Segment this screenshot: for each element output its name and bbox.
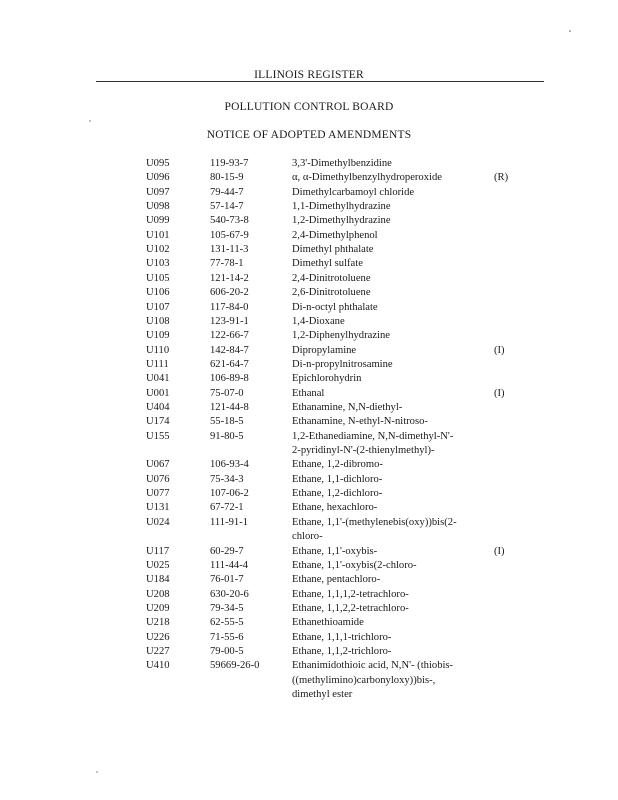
chemical-name: Ethanamine, N,N-diethyl-: [292, 401, 403, 413]
chemical-name: Ethane, 1,1'-(methylenebis(oxy))bis(2-: [292, 516, 457, 528]
chemical-name: 3,3'-Dimethylbenzidine: [292, 158, 392, 169]
chemical-name: chloro-: [292, 531, 323, 543]
cas-number: 111-91-1: [210, 516, 249, 528]
chemical-name: Ethane, 1,1,2-trichloro-: [292, 645, 392, 657]
cas-number: 106-89-8: [210, 373, 249, 385]
cas-number: 67-72-1: [210, 502, 244, 514]
waste-code: U227: [146, 645, 170, 657]
chemical-name: Ethane, 1,2-dibromo-: [292, 459, 383, 471]
cas-number: 540-73-8: [210, 215, 249, 227]
waste-code: U410: [146, 660, 170, 672]
chemical-name: Ethane, 1,1,1,2-tetrachloro-: [292, 588, 409, 600]
cas-number: 105-67-9: [210, 229, 249, 241]
chemical-name: 2-pyridinyl-N'-(2-thienylmethyl)-: [292, 445, 435, 456]
chemical-name: Dimethylcarbamoyl chloride: [292, 186, 415, 198]
cas-number: 75-34-3: [210, 473, 244, 485]
chemical-name: Ethane, 1,1'-oxybis-: [292, 545, 378, 557]
speck: [96, 771, 97, 772]
cas-number: 131-11-3: [210, 244, 249, 256]
waste-code: U077: [146, 488, 170, 500]
cas-number: 76-01-7: [210, 574, 244, 586]
chemical-name: Ethane, hexachloro-: [292, 502, 378, 514]
waste-code: U226: [146, 631, 170, 643]
cas-number: 119-93-7: [210, 158, 249, 169]
cas-number: 71-55-6: [210, 631, 244, 643]
notice-title: NOTICE OF ADOPTED AMENDMENTS: [206, 129, 412, 141]
chemical-name: 2,6-Dinitrotoluene: [292, 287, 371, 299]
hazard-flag: (I): [494, 545, 505, 557]
hazard-flag: (I): [494, 344, 505, 356]
chemical-name: Ethane, 1,1-dichloro-: [292, 473, 383, 485]
chemical-name: Ethane, 1,1,1-trichloro-: [292, 631, 392, 643]
chemical-name: α, α-Dimethylbenzylhydroperoxide: [292, 172, 442, 184]
chemical-name: Di-n-octyl phthalate: [292, 301, 378, 313]
cas-number: 142-84-7: [210, 344, 249, 356]
chemical-name: Ethane, 1,2-dichloro-: [292, 488, 383, 500]
chemical-name: ((methylimino)carbonyloxy))bis-,: [292, 674, 436, 686]
waste-code: U117: [146, 545, 170, 557]
cas-number: 121-44-8: [210, 401, 249, 413]
waste-code: U131: [146, 502, 170, 514]
speck: [569, 30, 571, 32]
waste-code: U174: [146, 416, 170, 428]
chemical-name: Ethanethioamide: [292, 617, 364, 629]
waste-code: U103: [146, 258, 170, 270]
waste-code: U101: [146, 229, 170, 241]
waste-code: U111: [146, 358, 169, 370]
cas-number: 62-55-5: [210, 617, 244, 629]
cas-number: 80-15-9: [210, 172, 244, 184]
chemical-name: 1,2-Dimethylhydrazine: [292, 215, 391, 227]
cas-number: 606-20-2: [210, 287, 249, 299]
chemical-name: 1,4-Dioxane: [292, 315, 345, 327]
chemical-name: 2,4-Dimethylphenol: [292, 229, 378, 241]
chemical-name: 1,1-Dimethylhydrazine: [292, 201, 391, 213]
chemical-name: Dimethyl phthalate: [292, 244, 374, 256]
cas-number: 117-84-0: [210, 301, 249, 313]
waste-code: U107: [146, 301, 170, 313]
chemical-name: Epichlorohydrin: [292, 373, 362, 385]
chemical-name: 2,4-Dinitrotoluene: [292, 272, 371, 284]
chemical-name: dimethyl ester: [292, 688, 353, 700]
cas-number: 79-00-5: [210, 645, 244, 657]
cas-number: 122-66-7: [210, 330, 249, 342]
waste-code: U108: [146, 315, 170, 327]
waste-code: U099: [146, 215, 170, 227]
chemical-name: Ethane, 1,1'-oxybis(2-chloro-: [292, 559, 417, 571]
cas-number: 106-93-4: [210, 459, 249, 471]
waste-code: U098: [146, 201, 170, 213]
cas-number: 621-64-7: [210, 358, 249, 370]
chemical-name: Ethanimidothioic acid, N,N'- (thiobis-: [292, 660, 454, 672]
cas-number: 123-91-1: [210, 315, 249, 327]
chemical-name: Dimethyl sulfate: [292, 258, 363, 270]
chemical-name: Ethane, 1,1,2,2-tetrachloro-: [292, 602, 409, 614]
waste-code: U109: [146, 330, 170, 342]
chemical-name: Di-n-propylnitrosamine: [292, 358, 393, 370]
waste-code: U218: [146, 617, 170, 629]
waste-code: U209: [146, 602, 170, 614]
cas-number: 60-29-7: [210, 545, 244, 557]
waste-code: U024: [146, 516, 170, 528]
cas-number: 57-14-7: [210, 201, 244, 213]
waste-code: U105: [146, 272, 170, 284]
chemical-name: Ethane, pentachloro-: [292, 574, 381, 586]
cas-number: 59669-26-0: [210, 660, 260, 672]
waste-code: U110: [146, 344, 170, 356]
chemical-name: 1,2-Ethanediamine, N,N-dimethyl-N'-: [292, 430, 454, 442]
cas-number: 121-14-2: [210, 272, 249, 284]
waste-code: U076: [146, 473, 170, 485]
waste-code: U095: [146, 158, 170, 169]
header-rule: [96, 81, 544, 82]
cas-number: 79-34-5: [210, 602, 244, 614]
waste-code: U106: [146, 287, 170, 299]
hazard-flag: (I): [494, 387, 505, 399]
chemical-name: Ethanal: [292, 387, 325, 399]
hazard-flag: (R): [494, 172, 509, 184]
waste-code: U096: [146, 172, 170, 184]
cas-number: 107-06-2: [210, 488, 249, 500]
waste-code: U404: [146, 401, 170, 413]
waste-code: U067: [146, 459, 170, 471]
waste-code: U184: [146, 574, 170, 586]
waste-code: U041: [146, 373, 170, 385]
speck: [89, 120, 90, 121]
cas-number: 630-20-6: [210, 588, 249, 600]
chemical-name: 1,2-Diphenylhydrazine: [292, 330, 390, 342]
board-title: POLLUTION CONTROL BOARD: [224, 101, 394, 113]
register-title: ILLINOIS REGISTER: [254, 69, 364, 81]
waste-code: U025: [146, 559, 170, 571]
waste-code: U097: [146, 186, 170, 198]
cas-number: 55-18-5: [210, 416, 244, 428]
chemical-name: Ethanamine, N-ethyl-N-nitroso-: [292, 416, 428, 428]
cas-number: 91-80-5: [210, 430, 244, 442]
waste-code: U102: [146, 244, 170, 256]
chemical-name: Dipropylamine: [292, 344, 357, 356]
waste-code: U208: [146, 588, 170, 600]
cas-number: 111-44-4: [210, 559, 249, 571]
waste-code: U155: [146, 430, 170, 442]
cas-number: 75-07-0: [210, 387, 244, 399]
cas-number: 79-44-7: [210, 186, 244, 198]
cas-number: 77-78-1: [210, 258, 244, 270]
waste-code: U001: [146, 387, 170, 399]
